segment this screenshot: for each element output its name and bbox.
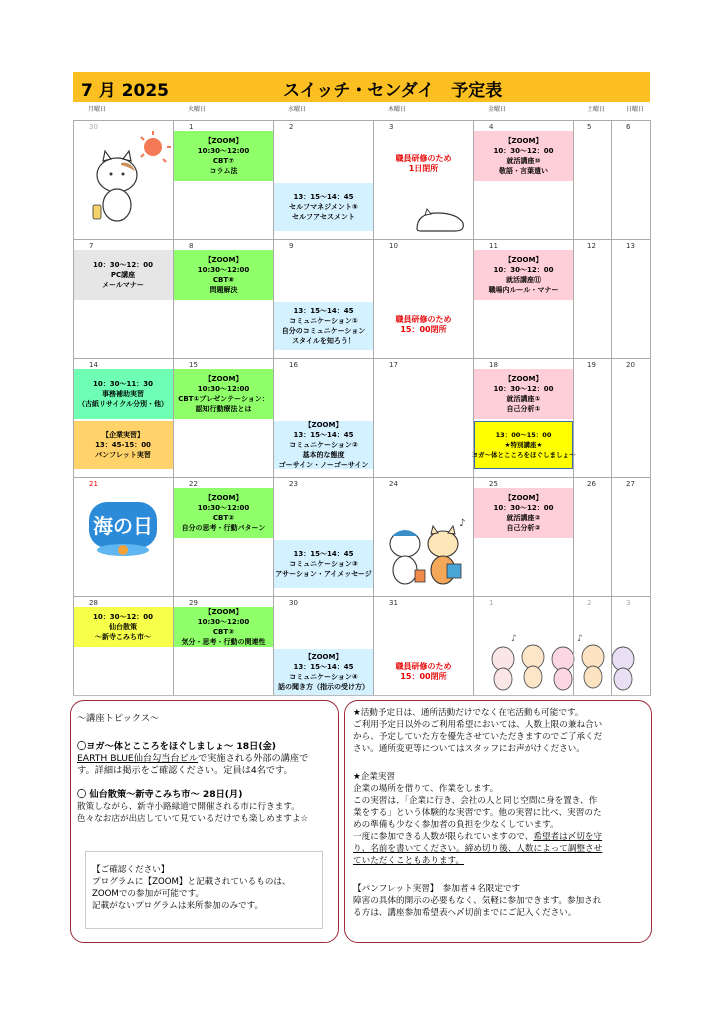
event-company-training[interactable] — [73, 421, 173, 469]
event-line: 10:30～12:00 — [197, 385, 250, 393]
grid-divider — [73, 695, 650, 696]
event-line: コミュニケーション④ — [289, 673, 358, 681]
day-number: 30 — [289, 599, 298, 607]
event-line: 10：30～12：00 — [93, 613, 153, 621]
company-training-title: ★企業実習 — [353, 772, 396, 782]
event-line: PC講座 — [110, 271, 136, 279]
day-number: 3 — [389, 123, 394, 131]
event-line: 13：15～14：45 — [293, 550, 354, 558]
event-self-management-5[interactable] — [274, 183, 373, 231]
event-line: メールマナー — [102, 281, 144, 289]
confirm-text: プログラムに【ZOOM】と記載されているものは、 — [92, 877, 291, 887]
day-number: 30 — [89, 123, 98, 131]
event-cbt7[interactable] — [174, 131, 273, 181]
note-text: る方は、講座参加希望表へ〆切前までにご記入ください。 — [353, 908, 577, 918]
grid-divider — [173, 120, 174, 696]
event-line: 15：00閉所 — [400, 325, 447, 334]
day-number: 2 — [289, 123, 294, 131]
closure-notice — [374, 310, 473, 340]
weekday-fri: 金曜日 — [488, 106, 507, 113]
event-cbt3[interactable] — [174, 607, 273, 647]
weekday-thu: 木曜日 — [388, 106, 407, 113]
event-line: （古紙リサイクル分別・他） — [77, 400, 169, 408]
pamphlet-title: 【パンフレット実習】 参加者４名限定です — [353, 884, 521, 894]
event-line: CBT③ — [212, 628, 235, 636]
month-title: 7 月 2025 — [81, 81, 169, 101]
event-line: 10:30～12:00 — [197, 618, 250, 626]
day-number: 19 — [587, 361, 596, 369]
event-line: 13：45-15：00 — [95, 441, 151, 449]
event-communication-1[interactable] — [274, 302, 373, 350]
day-number: 26 — [587, 480, 596, 488]
deadline-note: り、名前を書いてください。締め切り後、人数によって調整させ — [353, 844, 603, 854]
confirm-text: ZOOMでの参加が可能です。 — [92, 889, 205, 899]
event-line: 【ZOOM】 — [204, 375, 243, 383]
day-number: 12 — [587, 242, 596, 250]
event-line: 10：30～11：30 — [93, 380, 153, 388]
event-line: 10:30～12:00 — [197, 147, 250, 155]
day-number: 11 — [489, 242, 498, 250]
day-number: 28 — [89, 599, 98, 607]
note-text: 企業の場所を借りて、作業をします。 — [353, 784, 499, 794]
event-line: CBT⑧ — [212, 276, 235, 284]
event-line: CBT② — [212, 514, 235, 522]
event-line: セルフマネジメント⑤ — [289, 203, 358, 211]
week-4 — [73, 477, 650, 597]
event-line: 職員研修のため — [395, 315, 452, 324]
event-line: 自分の思考・行動パターン — [181, 524, 266, 532]
yoga-text: す。詳細は掲示をご確認ください。定員は4名です。 — [77, 765, 293, 776]
confirm-text: 記載がないプログラムは来所参加のみです。 — [92, 901, 264, 911]
day-number: 7 — [89, 242, 94, 250]
day-number: 22 — [189, 480, 198, 488]
event-line: 【企業実習】 — [102, 431, 144, 439]
calendar-header — [73, 72, 650, 102]
event-line: 10：30～12：00 — [493, 385, 554, 393]
note-text: から、予定していた方を優先させていただきますのでご了承くだ — [353, 732, 603, 742]
event-line: 自己分析① — [506, 405, 541, 413]
event-cbt8[interactable] — [174, 250, 273, 300]
event-line: 話の聞き方（指示の受け方） — [278, 683, 369, 691]
event-job-seminar-11[interactable] — [474, 250, 573, 300]
sea-day-illustration — [87, 500, 159, 560]
event-line: 13：15～14：45 — [293, 307, 354, 315]
week-5 — [73, 596, 650, 697]
event-communication-4[interactable] — [274, 649, 373, 695]
event-job-seminar-2[interactable] — [474, 488, 573, 538]
grid-divider — [573, 120, 574, 696]
grid-divider — [650, 120, 651, 696]
day-number: 5 — [587, 123, 592, 131]
event-line: 自己分析② — [506, 524, 541, 532]
day-number: 3 — [626, 599, 631, 607]
event-line: スタイルを知ろう！ — [292, 337, 355, 345]
week-3 — [73, 358, 650, 478]
event-line: 問題解決 — [209, 286, 238, 294]
deadline-note: 希望者は〆切を守 — [533, 832, 603, 842]
event-line: 10:30～12:00 — [197, 504, 250, 512]
event-line: コラム法 — [209, 167, 238, 175]
event-sendai-walk[interactable] — [73, 607, 173, 647]
event-line: アサーション・アイメッセージ — [275, 570, 372, 578]
note-text: 障害の具体的開示の必要もなく、気軽に参加できます。参加され — [353, 896, 602, 906]
event-job-seminar-1[interactable] — [474, 369, 573, 419]
day-number: 1 — [189, 123, 194, 131]
yoga-text: で実施される外部の講座で — [198, 753, 309, 764]
sleeping-cat-icon — [411, 205, 471, 235]
event-pc-course[interactable] — [73, 250, 173, 300]
confirm-notice — [85, 851, 323, 929]
day-number: 27 — [626, 480, 635, 488]
event-communication-2[interactable] — [274, 421, 373, 469]
notes-box — [344, 700, 652, 943]
day-number: 10 — [389, 242, 398, 250]
event-line: 職場内ルール・マナー — [488, 286, 559, 294]
confirm-title: 【ご確認ください】 — [92, 865, 170, 875]
calendar-grid — [73, 104, 650, 696]
event-line: 【ZOOM】 — [304, 653, 343, 661]
day-number-holiday: 21 — [89, 480, 98, 488]
note-text: 業をする」という体験的な実習です。他の実習に比べ、実習のた — [353, 808, 602, 818]
weekday-wed: 水曜日 — [288, 106, 307, 113]
closure-notice — [374, 657, 473, 687]
event-line: 13：15～14：45 — [293, 663, 354, 671]
day-number: 1 — [489, 599, 494, 607]
day-number: 17 — [389, 361, 398, 369]
event-cbt1[interactable] — [174, 369, 273, 419]
event-line: セルフアセスメント — [292, 213, 355, 221]
event-line: 【ZOOM】 — [204, 137, 243, 145]
day-number: 31 — [389, 599, 398, 607]
weekday-sun: 日曜日 — [626, 106, 645, 113]
event-line: 1日閉所 — [408, 164, 439, 173]
grid-divider — [611, 120, 612, 696]
event-line: コミュニケーション③ — [289, 560, 358, 568]
day-number: 13 — [626, 242, 635, 250]
event-line: 自分のコミュニケーション — [281, 327, 366, 335]
event-line: ゴーサイン・ノーゴーサイン — [278, 461, 369, 469]
week-2 — [73, 239, 650, 359]
event-line: 就活講座⑪ — [506, 276, 541, 284]
event-line: ヨガ～体とこころをほぐしましょ～ — [471, 451, 576, 459]
grid-divider — [473, 120, 474, 696]
event-cbt2[interactable] — [174, 488, 273, 538]
event-line: 就活講座⑩ — [506, 157, 541, 165]
event-line: 就活講座① — [506, 395, 541, 403]
weekday-tue: 火曜日 — [188, 106, 207, 113]
day-number: 9 — [289, 242, 294, 250]
event-line: 15：00閉所 — [400, 672, 447, 681]
event-line: 10：30～12：00 — [493, 504, 554, 512]
day-number: 14 — [89, 361, 98, 369]
day-number: 23 — [289, 480, 298, 488]
event-line: 【ZOOM】 — [504, 494, 543, 502]
event-line: 10：30～12：00 — [493, 147, 554, 155]
grid-divider — [73, 120, 74, 696]
walk-text: 色々なお店が出店していて見ているだけでも楽しめますよ☆ — [77, 814, 309, 824]
walk-text: 散策しながら、新寺小路緑道で開催される市に行きます。 — [77, 802, 300, 812]
course-topics-box — [70, 700, 339, 943]
yoga-heading: 〇ヨガ～体とこころをほぐしましょ～ 18日(金) — [77, 741, 276, 752]
dancing-cats-illustration — [481, 633, 645, 693]
event-line: コミュニケーション② — [289, 441, 358, 449]
day-number: 16 — [289, 361, 298, 369]
schedule-title: スイッチ・センダイ 予定表 — [283, 81, 503, 101]
event-line: 仙台散策 — [109, 623, 137, 631]
closure-notice — [374, 149, 473, 179]
day-number: 8 — [189, 242, 194, 250]
note-text: ★活動予定日は、通所活動だけでなく在宅活動も可能です。 — [353, 708, 584, 718]
event-line: 13：00～15：00 — [495, 431, 552, 439]
event-line: CBT⑦ — [212, 157, 235, 165]
svg-text:♪: ♪ — [577, 634, 583, 644]
day-number: 20 — [626, 361, 635, 369]
event-line: 職員研修のため — [395, 662, 452, 671]
day-number: 18 — [489, 361, 498, 369]
grid-divider — [273, 120, 274, 696]
day-number: 24 — [389, 480, 398, 488]
event-line: 気分・思考・行動の関連性 — [181, 638, 266, 646]
event-line: 10：30～12：00 — [93, 261, 153, 269]
event-special-yoga[interactable] — [471, 421, 576, 469]
svg-text:♪: ♪ — [511, 634, 517, 644]
day-number: 2 — [587, 599, 592, 607]
shopping-cats-illustration — [381, 514, 471, 590]
event-line: 13：15～14：45 — [293, 431, 354, 439]
event-line: 敬語・言葉遣い — [499, 167, 548, 175]
day-number: 29 — [189, 599, 198, 607]
event-line: ★特別講座★ — [504, 441, 543, 449]
deadline-note: ていただくこともあります。 — [353, 856, 465, 866]
event-line: 職員研修のため — [395, 154, 452, 163]
event-line: 認知行動療法とは — [195, 405, 252, 413]
week-1 — [73, 120, 650, 240]
venue-link[interactable]: EARTH BLUE仙台勾当台ビル — [77, 753, 199, 764]
event-line: 事務補助実習 — [102, 390, 144, 398]
note-text: この実習は、「企業に行き、会社の人と同じ空間に身を置き、作 — [353, 796, 598, 806]
event-office-assist[interactable] — [73, 369, 173, 419]
sea-day-text: 海の日 — [93, 514, 153, 538]
note-text: さい。通所変更等についてはスタッフにお声がけください。 — [353, 744, 585, 754]
day-number: 15 — [189, 361, 198, 369]
note-text: 一度に参加できる人数が限られていますので、 — [353, 832, 534, 842]
event-line: コミュニケーション① — [289, 317, 358, 325]
weekday-sat: 土曜日 — [587, 106, 606, 113]
weekday-mon: 月曜日 — [88, 106, 107, 113]
event-job-seminar-10[interactable] — [474, 131, 573, 181]
topics-title: ～講座トピックス～ — [77, 713, 160, 724]
note-text: ご利用予定日以外のご利用希望においては、人数上限の兼ね合い — [353, 720, 603, 730]
day-number: 4 — [489, 123, 494, 131]
svg-text:♪: ♪ — [459, 518, 466, 529]
event-line: 【ZOOM】 — [504, 256, 543, 264]
cat-sunny-illustration — [81, 127, 171, 227]
event-line: 【ZOOM】 — [204, 256, 243, 264]
event-line: ～新寺こみち市～ — [95, 633, 151, 641]
event-line: 10：30～12：00 — [493, 266, 554, 274]
event-line: 基本的な態度 — [302, 451, 345, 459]
event-line: 13：15～14：45 — [293, 193, 354, 201]
walk-heading: 〇 仙台散策～新寺こみち市～ 28日(月) — [77, 789, 243, 800]
event-line: 【ZOOM】 — [504, 137, 543, 145]
event-line: 【ZOOM】 — [204, 608, 243, 616]
day-number: 6 — [626, 123, 631, 131]
event-line: CBT①プレゼンテーション： — [178, 395, 269, 403]
event-line: 【ZOOM】 — [504, 375, 543, 383]
event-line: 【ZOOM】 — [304, 421, 343, 429]
event-line: 就活講座② — [506, 514, 541, 522]
note-text: めの準備も少なく参加者の負担を少なくしています。 — [353, 820, 559, 830]
event-line: パンフレット実習 — [95, 451, 151, 459]
event-communication-3[interactable] — [274, 540, 373, 588]
day-number: 25 — [489, 480, 498, 488]
event-line: 10:30～12:00 — [197, 266, 250, 274]
grid-divider — [373, 120, 374, 696]
event-line: 【ZOOM】 — [204, 494, 243, 502]
